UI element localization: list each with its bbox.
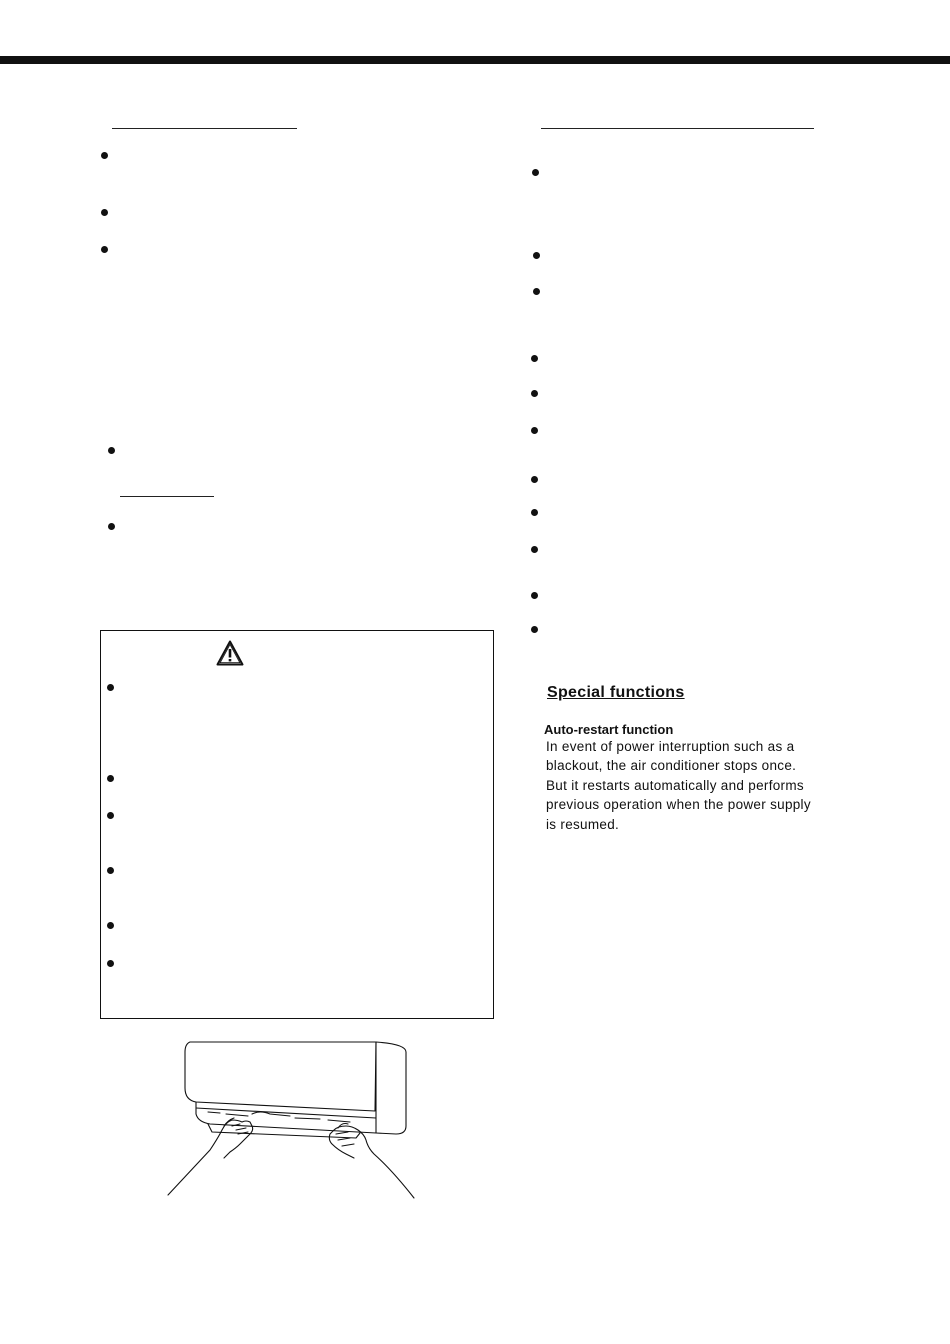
special-functions-heading: Special functions [547, 684, 685, 701]
right-heading-underline [541, 128, 814, 129]
description-line: previous operation when the power supply [546, 797, 811, 813]
auto-restart-subheading: Auto-restart function [544, 722, 674, 737]
bullet-dot-icon [531, 626, 538, 633]
bullet-dot-icon [107, 812, 114, 819]
left-heading-underline [112, 128, 297, 129]
description-line: But it restarts automatically and performs [546, 777, 804, 793]
bullet-dot-icon [108, 523, 115, 530]
bullet-dot-icon [107, 775, 114, 782]
bullet-dot-icon [107, 867, 114, 874]
air-conditioner-panel-hands-illustration [160, 1030, 430, 1205]
bullet-dot-icon [108, 447, 115, 454]
bullet-dot-icon [532, 169, 539, 176]
bullet-dot-icon [531, 355, 538, 362]
bullet-dot-icon [107, 960, 114, 967]
description-line: is resumed. [546, 816, 620, 832]
bullet-dot-icon [101, 209, 108, 216]
description-line: blackout, the air conditioner stops once. [546, 758, 797, 774]
left-subheading-underline [120, 496, 214, 497]
bullet-dot-icon [531, 592, 538, 599]
bullet-dot-icon [531, 390, 538, 397]
bullet-dot-icon [531, 427, 538, 434]
caution-box [100, 630, 494, 1019]
bullet-dot-icon [107, 922, 114, 929]
bullet-dot-icon [533, 288, 540, 295]
bullet-dot-icon [107, 684, 114, 691]
description-line: In event of power interruption such as a [546, 739, 795, 754]
warning-triangle-icon [216, 640, 244, 666]
auto-restart-description [546, 737, 856, 834]
header-rule [0, 56, 950, 64]
bullet-dot-icon [531, 546, 538, 553]
bullet-dot-icon [531, 476, 538, 483]
bullet-dot-icon [531, 509, 538, 516]
bullet-dot-icon [101, 152, 108, 159]
bullet-dot-icon [533, 252, 540, 259]
bullet-dot-icon [101, 246, 108, 253]
